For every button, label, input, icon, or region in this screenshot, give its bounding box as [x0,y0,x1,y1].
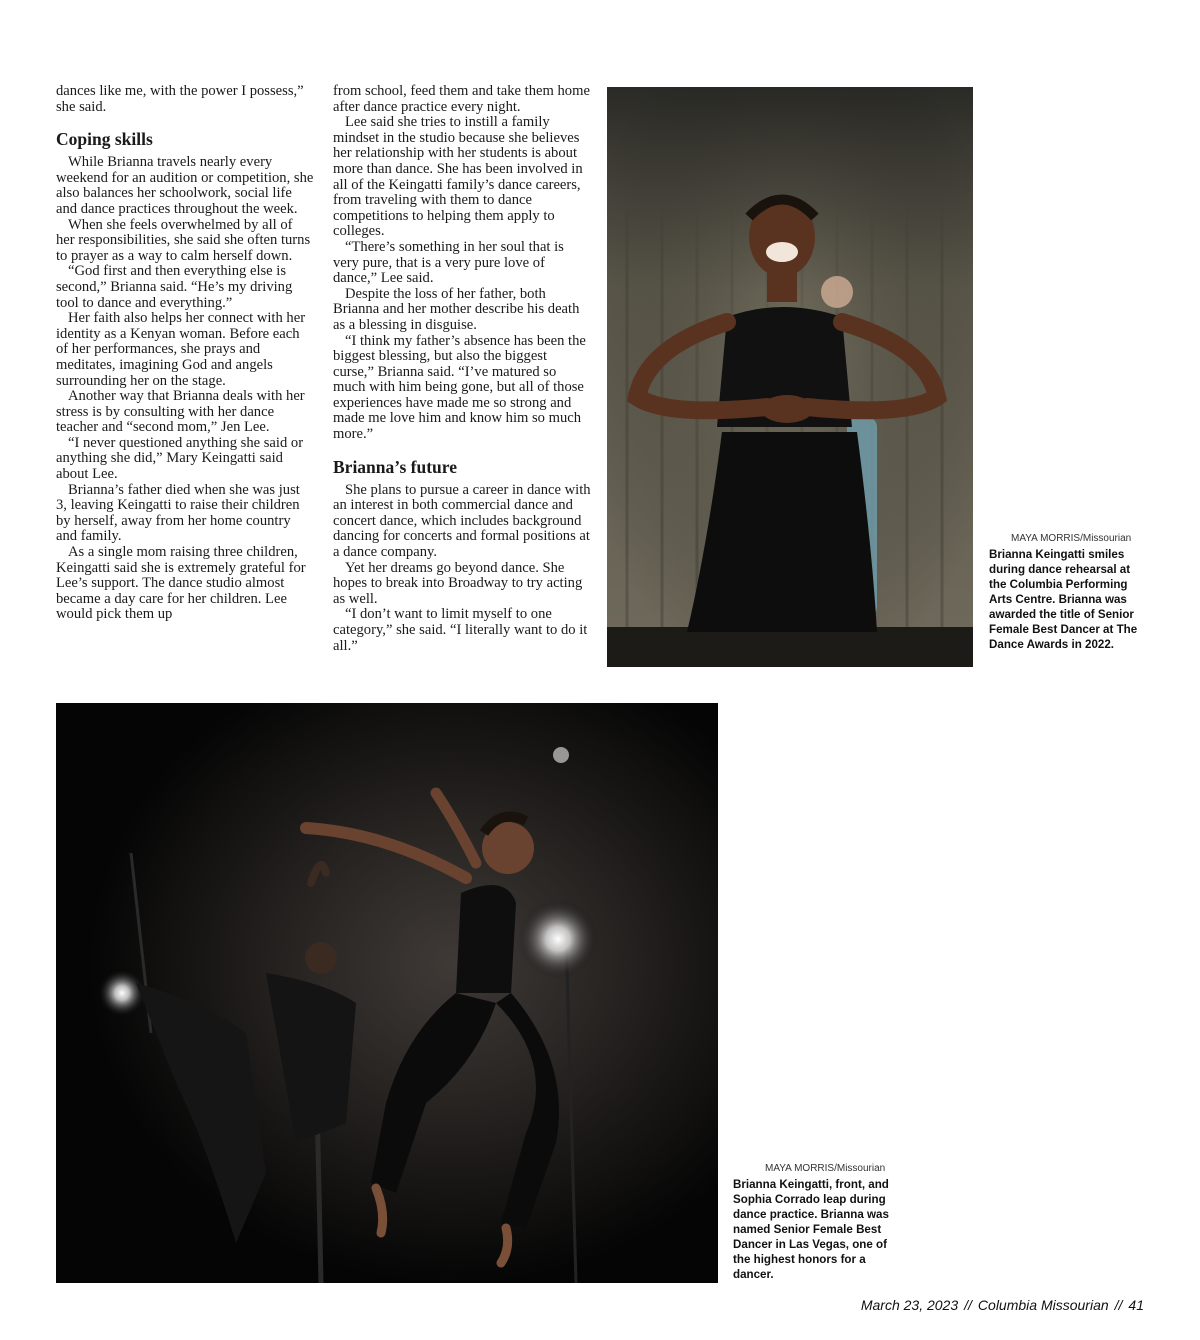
photo-credit: MAYA MORRIS/Missourian [1011,533,1132,544]
page-footer [861,1297,1144,1313]
body-paragraph: “God first and then everything else is second,” Brianna said. “He’s my driving tool to dance and everything.” [56,263,293,311]
body-paragraph: When she feels overwhelmed by all of her responsibilities, she said she often turns to prayer as a way to calm herself down. [56,216,311,264]
footer-publication: Columbia Missourian [977,1297,1109,1313]
footer-date: March 23, 2023 [860,1297,959,1313]
article-column-2 [333,84,591,654]
section-heading-coping-skills: Coping skills [56,129,153,150]
body-paragraph: “I don’t want to limit myself to one category,” she said. “I literally want to do it all.” [333,606,588,654]
photo-dancers-leaping [56,703,718,1283]
body-paragraph: “I never questioned anything she said or anything she did,” Mary Keingatti said about Lee. [56,434,304,483]
section-heading-briannas-future: Brianna’s future [333,456,457,477]
body-paragraph: Another way that Brianna deals with her stress is by consulting with her dance teacher and “second mom,” Jen Lee. [56,388,305,436]
footer-page-number: 41 [1128,1297,1144,1313]
column1-intro: dances like me, with the power I possess,” she said. [56,83,304,115]
column2-intro: from school, feed them and take them home after dance practice every night. [333,83,590,115]
photo-credit: MAYA MORRIS/Missourian [765,1163,886,1174]
body-paragraph: Yet her dreams go beyond dance. She hopes to break into Broadway to try acting as well. [333,559,583,607]
body-paragraph: Her faith also helps her connect with her identity as a Kenyan woman. Before each of her performances, she prays and meditates, imagining God and angels surrounding her on the stage. [56,310,306,389]
photo-dancer-smiling [607,87,973,667]
body-paragraph: Lee said she tries to instill a family mindset in the studio because she believes her relationship with her students is about more than dance. She has been involved in all of the Keingatti family’s dance careers, from traveling with them to dance competitions to helping them apply to colleges. [333,114,583,240]
article-column-1 [56,84,314,623]
body-paragraph: Brianna’s father died when she was just 3, leaving Keingatti to raise their children by herself, away from her home country and family. [56,481,300,545]
footer-separator: // [964,1297,972,1313]
footer-separator: // [1114,1297,1123,1313]
photo-caption: Brianna Keingatti, front, and Sophia Corrado leap during dance practice. Brianna was named Senior Female Best Dancer in Las Vegas, one of the highest honors for a dancer. [733,1178,889,1281]
body-paragraph: She plans to pursue a career in dance with an interest in both commercial dance and concert dance, which includes background dancing for concerts and formal positions at a dance company. [333,481,591,561]
body-paragraph: “I think my father’s absence has been the biggest blessing, but also the biggest curse,” Brianna said. “I’ve matured so much with him being gone, but all of those experiences have made me so strong and made me love him and know him so much more.” [333,332,586,443]
body-paragraph: While Brianna travels nearly every weekend for an audition or competition, she also balances her schoolwork, social life and dance practices throughout the week. [56,154,314,217]
body-paragraph: As a single mom raising three children, Keingatti said she is extremely grateful for Lee’s support. The dance studio almost became a day care for her children. Lee would pick them up [56,544,306,623]
body-paragraph: Despite the loss of her father, both Brianna and her mother describe his death as a blessing in disguise. [333,285,580,333]
body-paragraph: “There’s something in her soul that is very pure, that is a very pure love of dance,” Lee said. [333,238,564,287]
photo-caption: Brianna Keingatti smiles during dance rehearsal at the Columbia Performing Arts Centre. Brianna was awarded the title of Senior Female Best Dancer at The Dance Awards in 2022. [989,548,1138,651]
